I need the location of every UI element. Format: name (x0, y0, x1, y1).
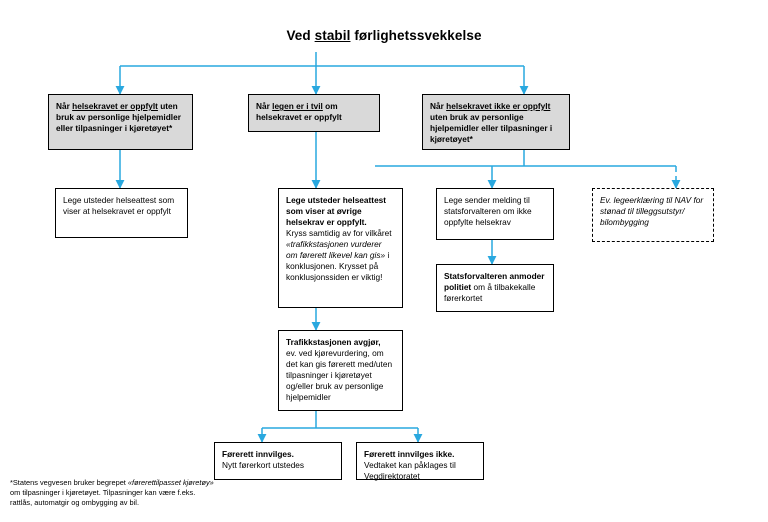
footnote: *Statens vegvesen bruker begrepet «førerettilpasset kjøretøy» om tilpasninger i kjøretøyet. Tilpasninger kan være f.eks. rattlås, automatgir og ombygging av bil. (10, 478, 214, 507)
node-helseattest-ovrige-krav: Lege utsteder helseattest som viser at øvrige helsekrav er oppfylt. Kryss samtidig av for vilkåret «trafikkstasjonen vurderer om førerett likevel kan gis» i konklusjonen. Krysset på konklusjonssiden er viktig! (278, 188, 403, 308)
node-forerett-innvilges-ikke: Førerett innvilges ikke. Vedtaket kan påklages til Vegdirektoratet (356, 442, 484, 480)
node-trafikkstasjonen-avgjor: Trafikkstasjonen avgjør, ev. ved kjørevurdering, om det kan gis førerett med/uten tilpasninger i kjøretøyet og/eller bruk av personlige hjelpemidler (278, 330, 403, 411)
node-condition-helsekrav-ikke-oppfylt: Når helsekravet ikke er oppfylt uten bruk av personlige hjelpemidler eller tilpasninger i kjøretøyet* (422, 94, 570, 150)
node-statsforvalteren-anmoder: Statsforvalteren anmoder politiet om å tilbakekalle førerkortet (436, 264, 554, 312)
node-helseattest-oppfylt: Lege utsteder helseattest som viser at helsekravet er oppfylt (55, 188, 188, 238)
title-prefix: Ved (286, 28, 315, 43)
node-nav-legeerklaering: Ev. legeerklæring til NAV for stønad til tilleggsutstyr/ bilombygging (592, 188, 714, 242)
node-forerett-innvilges: Førerett innvilges. Nytt førerkort utstedes (214, 442, 342, 480)
node-condition-helsekrav-oppfylt: Når helsekravet er oppfylt uten bruk av personlige hjelpemidler eller tilpasninger i kjøretøyet* (48, 94, 193, 150)
page-title (0, 28, 768, 43)
title-underlined: stabil (314, 28, 351, 43)
title-suffix: førlighetssvekkelse (350, 28, 482, 43)
node-melding-statsforvalteren: Lege sender melding til statsforvalteren om ikke oppfylte helsekrav (436, 188, 554, 240)
node-condition-legen-i-tvil: Når legen er i tvil om helsekravet er oppfylt (248, 94, 380, 132)
